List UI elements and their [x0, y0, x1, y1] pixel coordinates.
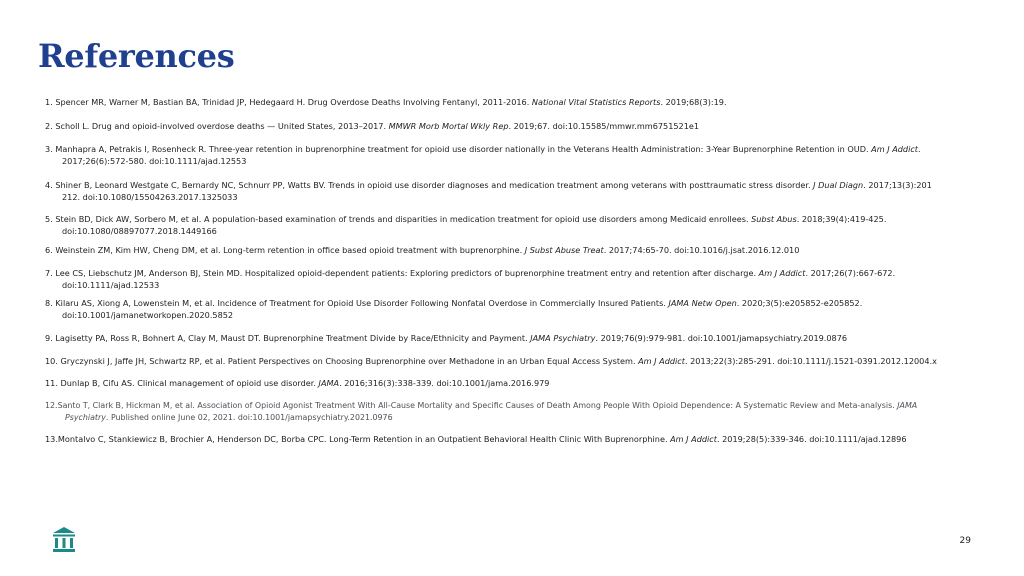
- reference-item: [45, 97, 997, 109]
- reference-text-tail: . 2017;13(3):201: [863, 180, 932, 190]
- columns-building-icon: [53, 527, 75, 553]
- reference-continuation: doi:10.1111/ajad.12533: [62, 279, 160, 290]
- reference-text: Dunlap B, Cifu AS. Clinical management of opioid use disorder.: [60, 378, 319, 388]
- reference-number: 13.: [45, 434, 58, 444]
- reference-continuation: 212. doi:10.1080/15504263.2017.1325033: [62, 191, 238, 202]
- reference-text: Manhapra A, Petrakis I, Rosenheck R. Three-year retention in buprenorphine treatment for opioid use disorder nationally in the Veterans Health Administration: 3-Year Buprenorphine Retention in OUD.: [55, 144, 872, 154]
- reference-continuation: 2017;26(6):572-580. doi:10.1111/ajad.12553: [62, 155, 247, 166]
- reference-item: [45, 180, 997, 204]
- reference-continuation: doi:10.1080/08897077.2018.1449166: [62, 225, 217, 236]
- reference-journal-continued: Psychiatry: [65, 412, 106, 422]
- reference-text-tail: . 2018;39(4):419-425.: [796, 214, 887, 224]
- reference-journal: JAMA Netw Open: [668, 298, 737, 308]
- reference-item: [45, 333, 997, 345]
- reference-item: [45, 121, 997, 133]
- reference-text: Spencer MR, Warner M, Bastian BA, Trinidad JP, Hedegaard H. Drug Overdose Deaths Involving Fentanyl, 2011-2016.: [55, 97, 532, 107]
- reference-item: [45, 144, 997, 168]
- reference-number: 3.: [45, 144, 53, 154]
- reference-number: 10.: [45, 356, 58, 366]
- reference-number: 11.: [45, 378, 58, 388]
- reference-number: 6.: [45, 245, 53, 255]
- reference-text: Kilaru AS, Xiong A, Lowenstein M, et al. Incidence of Treatment for Opioid Use Disorder Following Nonfatal Overdose in Commercially Insured Patients.: [55, 298, 669, 308]
- reference-item: [45, 214, 997, 238]
- reference-continuation: . Published online June 02, 2021. doi:10.1001/jamapsychiatry.2021.0976: [105, 412, 393, 422]
- reference-continuation: doi:10.1001/jamanetworkopen.2020.5852: [62, 309, 234, 320]
- reference-item: [45, 268, 997, 292]
- reference-text-tail: . 2019;76(9):979-981. doi:10.1001/jamapsychiatry.2019.0876: [595, 333, 848, 343]
- reference-number: 5.: [45, 214, 53, 224]
- reference-number: 8.: [45, 298, 53, 308]
- reference-text: Scholl L. Drug and opioid-involved overdose deaths — United States, 2013–2017.: [55, 121, 389, 131]
- reference-number: 2.: [45, 121, 53, 131]
- reference-text-tail: . 2019;67. doi:10.15585/mmwr.mm6751521e1: [508, 121, 700, 131]
- reference-journal: Am J Addict: [638, 356, 685, 366]
- reference-journal: JAMA: [897, 401, 918, 410]
- reference-journal: MMWR Morb Mortal Wkly Rep: [388, 121, 509, 131]
- reference-text-tail: .: [917, 144, 921, 154]
- reference-text-tail: . 2017;74:65-70. doi:10.1016/j.jsat.2016.12.010: [603, 245, 800, 255]
- reference-journal: JAMA Psychiatry: [530, 333, 596, 343]
- reference-text: Stein BD, Dick AW, Sorbero M, et al. A population-based examination of trends and disparities in medication treatment for opioid use disorders among Medicaid enrollees.: [55, 214, 752, 224]
- reference-text-tail: . 2017;26(7):667-672.: [805, 268, 896, 278]
- reference-number: 1.: [45, 97, 53, 107]
- reference-journal: JAMA: [318, 378, 340, 388]
- reference-text-tail: . 2013;22(3):285-291. doi:10.1111/j.1521-0391.2012.12004.x: [684, 356, 937, 366]
- page-number: 29: [959, 536, 971, 546]
- reference-item: [45, 356, 997, 368]
- reference-item: [45, 378, 997, 390]
- reference-journal: National Vital Statistics Reports: [531, 97, 661, 107]
- reference-number: 12.: [45, 401, 58, 410]
- reference-text: Weinstein ZM, Kim HW, Cheng DM, et al. Long-term retention in office based opioid treatment with buprenorphine.: [55, 245, 525, 255]
- reference-text: Lagisetty PA, Ross R, Bohnert A, Clay M, Maust DT. Buprenorphine Treatment Divide by Race/Ethnicity and Payment.: [55, 333, 531, 343]
- reference-item: [45, 434, 997, 446]
- reference-text: Shiner B, Leonard Westgate C, Bernardy NC, Schnurr PP, Watts BV. Trends in opioid use disorder diagnoses and medication treatment among veterans with posttraumatic stress disorder.: [55, 180, 814, 190]
- reference-journal: Subst Abus: [751, 214, 797, 224]
- reference-text-tail: . 2020;3(5):e205852-e205852.: [736, 298, 863, 308]
- reference-item: [45, 245, 997, 257]
- reference-number: 7.: [45, 268, 53, 278]
- reference-number: 9.: [45, 333, 53, 343]
- reference-item: [45, 400, 997, 424]
- reference-journal: J Dual Diagn: [813, 180, 864, 190]
- reference-journal: Am J Addict: [871, 144, 918, 154]
- reference-item: [45, 298, 997, 322]
- reference-text-tail: . 2016;316(3):338-339. doi:10.1001/jama.2016.979: [339, 378, 550, 388]
- page-title: References: [38, 37, 235, 75]
- reference-journal: J Subst Abuse Treat: [524, 245, 604, 255]
- reference-text: Gryczynski J, Jaffe JH, Schwartz RP, et al. Patient Perspectives on Choosing Buprenorphine over Methadone in an Urban Equal Access System.: [60, 356, 639, 366]
- reference-number: 4.: [45, 180, 53, 190]
- reference-text: Santo T, Clark B, Hickman M, et al. Association of Opioid Agonist Treatment With All-Cause Mortality and Specific Causes of Death Among People With Opioid Dependence: A Systematic Review and Meta-analysis.: [57, 401, 898, 410]
- reference-journal: Am J Addict: [758, 268, 806, 278]
- reference-text: Lee CS, Liebschutz JM, Anderson BJ, Stein MD. Hospitalized opioid-dependent patients: Exploring predictors of buprenorphine treatment entry and retention after discharge.: [55, 268, 759, 278]
- reference-text-tail: . 2019;68(3):19.: [660, 97, 727, 107]
- reference-text-tail: . 2019;28(5):339-346. doi:10.1111/ajad.12896: [716, 434, 907, 444]
- reference-journal: Am J Addict: [670, 434, 717, 444]
- reference-text: Montalvo C, Stankiewicz B, Brochier A, Henderson DC, Borba CPC. Long-Term Retention in an Outpatient Behavioral Health Clinic With Buprenorphine.: [57, 434, 671, 444]
